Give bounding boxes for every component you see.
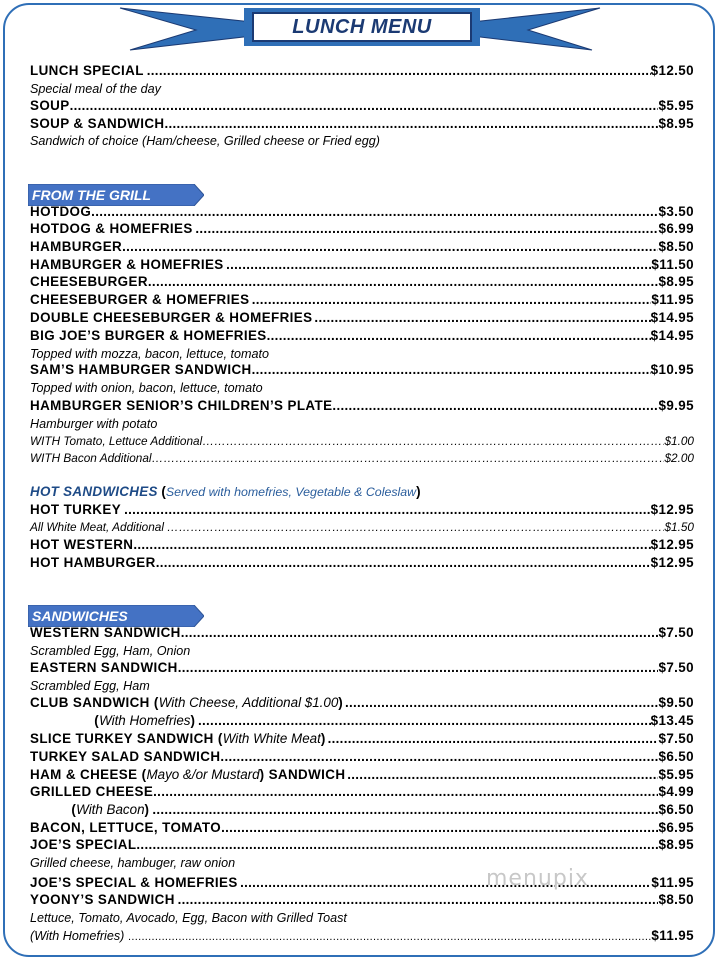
item-cheeseburger: CHEESEBURGER ..... $8.95 — [30, 274, 694, 292]
desc-yoonys-sandwich: Lettuce, Tomato, Avocado, Egg, Bacon with Grilled Toast — [30, 911, 347, 925]
item-grilled-cheese: GRILLED CHEESE ..... $4.99 — [30, 784, 694, 802]
item-blt: BACON, LETTUCE, TOMATO ..... $6.95 — [30, 820, 694, 838]
item-big-joes-burger: BIG JOE’S BURGER & HOMEFRIES ..... $14.95 — [30, 328, 694, 346]
item-turkey-salad: TURKEY SALAD SANDWICH ..... $6.50 — [30, 749, 694, 767]
item-sams-hamburger: SAM’S HAMBURGER SANDWICH ..... $10.95 — [30, 362, 694, 380]
item-hamburger: HAMBURGER ..... $8.50 — [30, 239, 694, 257]
item-senior-childrens-plate: HAMBURGER SENIOR’S CHILDREN’S PLATE ..... $9.95 — [30, 398, 694, 416]
desc-joes-special: Grilled cheese, hambuger, raw onion — [30, 856, 236, 870]
desc-eastern-sandwich: Scrambled Egg, Ham — [30, 679, 150, 693]
menu-title: LUNCH MENU — [292, 15, 432, 38]
item-soup-sandwich: SOUP & SANDWICH ..... $8.95 — [30, 116, 694, 134]
item-ham-cheese: HAM & CHEESE (Mayo &/or Mustard) SANDWICH ..... $5.95 — [30, 767, 694, 785]
item-yoonys-sandwich: YOONY’S SANDWICH ..... $8.50 — [30, 892, 694, 910]
item-hotdog-homefries: HOTDOG & HOMEFRIES ..... $6.99 — [30, 221, 694, 239]
item-soup: SOUP ..... $5.95 — [30, 98, 694, 116]
item-joes-special-homefries: JOE’S SPECIAL & HOMEFRIES ..... $11.95 — [30, 875, 694, 893]
addon-white-meat: All White Meat, Additional ………………………………………………………………………………………………………………………………………………………………………………………………………………………………………………… $1.50 — [30, 520, 694, 536]
section-title-hot-sandwiches: HOT SANDWICHES (Served with homefries, Vegetable & Coleslaw) — [30, 484, 421, 499]
item-club-homefries: (With Homefries) ..... $13.45 — [30, 713, 694, 731]
section-title-sandwiches: SANDWICHES — [32, 608, 128, 624]
item-hot-hamburger: HOT HAMBURGER ..... $12.95 — [30, 555, 694, 573]
desc-senior-plate: Hamburger with potato — [30, 417, 158, 431]
item-club-sandwich: CLUB SANDWICH (With Cheese, Additional $1.00) ..... $9.50 — [30, 695, 694, 713]
section-title-grill: FROM THE GRILL — [32, 187, 151, 203]
item-grilled-cheese-bacon: (With Bacon) ..... $6.50 — [30, 802, 694, 820]
item-hamburger-homefries: HAMBURGER & HOMEFRIES ..... $11.50 — [30, 257, 694, 275]
item-western-sandwich: WESTERN SANDWICH ..... $7.50 — [30, 625, 694, 643]
desc-big-joes-burger: Topped with mozza, bacon, lettuce, tomato — [30, 347, 269, 361]
item-eastern-sandwich: EASTERN SANDWICH ..... $7.50 — [30, 660, 694, 678]
item-yoonys-homefries: (With Homefries) ..... $11.95 — [30, 928, 694, 946]
item-double-cheeseburger: DOUBLE CHEESEBURGER & HOMEFRIES ..... $14.95 — [30, 310, 694, 328]
item-joes-special: JOE’S SPECIAL ..... $8.95 — [30, 837, 694, 855]
item-hot-western: HOT WESTERN ..... $12.95 — [30, 537, 694, 555]
section-tag-sandwiches — [28, 605, 204, 627]
item-hot-turkey: HOT TURKEY ..... $12.95 — [30, 502, 694, 520]
desc-western-sandwich: Scrambled Egg, Ham, Onion — [30, 644, 191, 658]
desc-lunch-special: Special meal of the day — [30, 82, 161, 96]
addon-bacon: WITH Bacon Additional ………………………………………………………………………………………………………………………………………………………………………………………………………………………………………………… $2.00 — [30, 451, 694, 467]
menu-title-box — [252, 12, 472, 42]
item-lunch-special: LUNCH SPECIAL ..... $12.50 — [30, 63, 694, 81]
item-slice-turkey: SLICE TURKEY SANDWICH (With White Meat) ..... $7.50 — [30, 731, 694, 749]
item-cheeseburger-homefries: CHEESEBURGER & HOMEFRIES ..... $11.95 — [30, 292, 694, 310]
hot-sandwiches-note: Served with homefries, Vegetable & Coleslaw — [165, 485, 417, 499]
desc-soup-sandwich: Sandwich of choice (Ham/cheese, Grilled cheese or Fried egg) — [30, 134, 380, 148]
addon-tomato-lettuce: WITH Tomato, Lettuce Additional ………………………………………………………………………………………………………………………………………………………………………………………………………………………………………………… $1.00 — [30, 434, 694, 450]
desc-sams-hamburger: Topped with onion, bacon, lettuce, tomato — [30, 381, 263, 395]
watermark-logo: menupix — [486, 866, 589, 891]
section-tag-grill — [28, 184, 204, 206]
item-hotdog: HOTDOG ..... $3.50 — [30, 204, 694, 222]
